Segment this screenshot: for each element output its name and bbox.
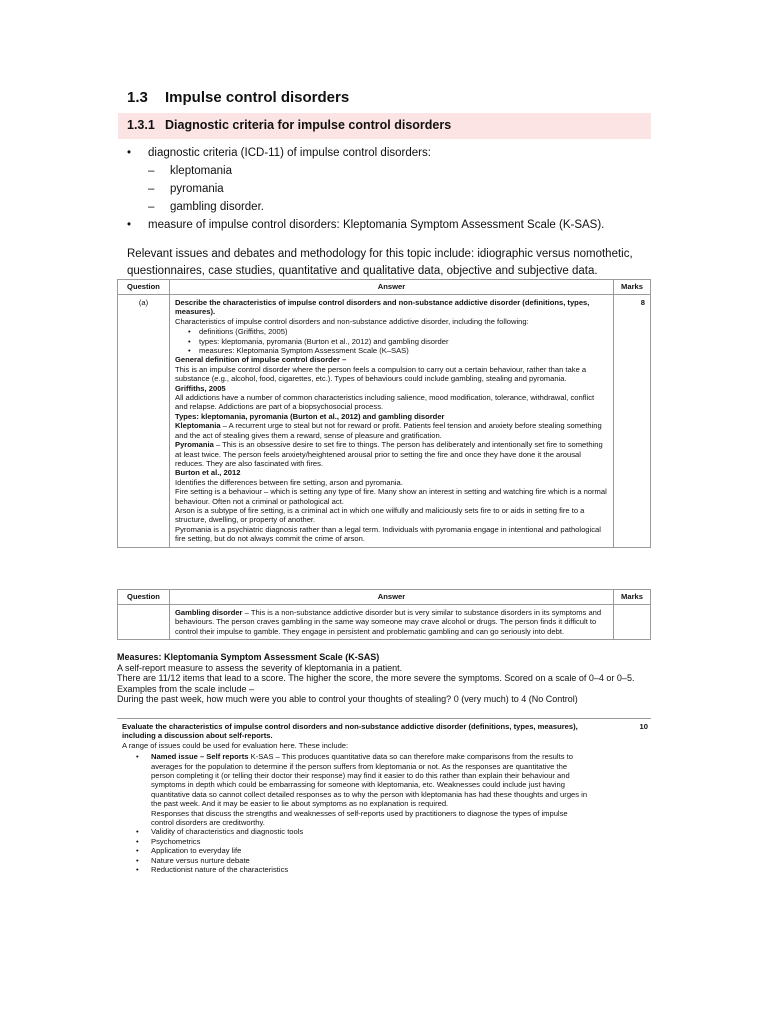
burton-line: Fire setting is a behaviour – which is setting any type of fire. Many show an interest in setting and watching fire which is a normal behaviour. Often not a criminal or pathological act. xyxy=(175,487,607,506)
subsection-number: 1.3.1 xyxy=(127,118,155,132)
burton-line: Pyromania is a psychiatric diagnosis rather than a legal term. Individuals with pyromania engage in intentional and pathological fire setting, but do not always commit the crime of arson. xyxy=(175,524,601,544)
mark-scheme-table xyxy=(117,279,651,548)
disorder-item: – pyromania xyxy=(148,183,224,195)
marks-cell xyxy=(614,605,651,640)
evaluation-answer xyxy=(122,722,588,875)
ksas-line: There are 11/12 items that lead to a score. The higher the score, the more severe the symptoms. Scored on a scale of 0–4 or 0–5. xyxy=(117,673,635,684)
subsection-heading xyxy=(127,118,451,132)
answer-cell xyxy=(170,605,614,640)
question-prompt: Describe the characteristics of impulse control disorders and non-substance addictive disorder (definitions, types, measures). xyxy=(175,298,590,317)
table-row xyxy=(118,605,651,640)
griffiths-text: All addictions have a number of common characteristics including salience, mood modification, tolerance, withdrawal, conflict and relapse. Addictions are part of a biopsychosocial process. xyxy=(175,393,595,412)
list-item: • Application to everyday life xyxy=(136,846,242,856)
evaluation-prompt: Evaluate the characteristics of impulse control disorders and non-substance addictive disorder (definitions, types, measures), including a discussion about self-reports. xyxy=(122,722,578,741)
table-header-row xyxy=(118,280,651,295)
evaluation-marks: 10 xyxy=(639,722,648,731)
question-header: Question xyxy=(118,590,170,605)
syllabus-item: • diagnostic criteria (ICD-11) of impulse control disorders: – kleptomania – pyromania – gambling disorder. xyxy=(127,144,657,216)
kleptomania-paragraph: Kleptomania – A recurrent urge to steal but not for reward or profit. Patients feel tension and anxiety before stealing something and the act of stealing gives them a reward, sense of pleasure and gratification. xyxy=(175,421,602,440)
types-heading: Types: kleptomania, pyromania (Burton et al., 2012) and gambling disorder xyxy=(175,411,445,421)
question-cell: (a) xyxy=(118,295,170,548)
ksas-line: During the past week, how much were you able to control your thoughts of stealing? 0 (very much) to 4 (No Control) xyxy=(117,694,578,705)
disorder-item: – kleptomania xyxy=(148,165,233,177)
evaluation-intro: A range of issues could be used for evaluation here. These include: xyxy=(122,740,349,750)
syllabus-list xyxy=(127,144,657,234)
list-item: • definitions (Griffiths, 2005) xyxy=(188,327,288,337)
gambling-paragraph: Gambling disorder – This is a non-substance addictive disorder but is very similar to substance disorders in its symptoms and behaviours. The person craves gambling in the same way someone may crave alcohol or drugs. The person finds it difficult to control their impulse to gamble. They engage in persistent and problematic gambling and can go seriously into debt. xyxy=(175,608,602,636)
marks-cell: 8 xyxy=(614,295,651,548)
ksas-heading: Measures: Kleptomania Symptom Assessment Scale (K-SAS) xyxy=(117,652,380,662)
burton-heading: Burton et al., 2012 xyxy=(175,468,241,478)
answer-intro: Characteristics of impulse control disorders and non-substance addictive disorder, including the following: xyxy=(175,316,529,326)
section-number: 1.3 xyxy=(127,89,148,106)
ksas-line: A self-report measure to assess the severity of kleptomania in a patient. xyxy=(117,662,403,673)
relevant-issues-text: Relevant issues and debates and methodology for this topic include: idiographic versus nomothetic, questionnaires, case studies, quantitative and qualitative data, objective and subjective data. xyxy=(127,248,633,277)
definition-heading: General definition of impulse control disorder – xyxy=(175,355,347,365)
question-cell xyxy=(118,605,170,640)
question-header: Question xyxy=(118,280,170,295)
list-item: • Validity of characteristics and diagnostic tools xyxy=(136,827,304,837)
mark-scheme-table-continued xyxy=(117,589,651,640)
list-item: • Psychometrics xyxy=(136,836,201,846)
marks-header: Marks xyxy=(614,280,651,295)
subsection-title: Diagnostic criteria for impulse control disorders xyxy=(165,118,452,132)
table-header-row xyxy=(118,590,651,605)
burton-line: Arson is a subtype of fire setting, is a criminal act in which one wilfully and maliciously sets fire to or aids in setting fire to a structure, dwelling, or property of another. xyxy=(175,505,585,525)
characteristics-list xyxy=(175,327,608,355)
list-item: • Nature versus nurture debate xyxy=(136,855,250,865)
ksas-line: Examples from the scale include – xyxy=(117,683,255,694)
answer-header: Answer xyxy=(170,280,614,295)
disorder-item: – gambling disorder. xyxy=(148,201,264,213)
list-item: • types: kleptomania, pyromania (Burton et al., 2012) and gambling disorder xyxy=(188,336,449,346)
table-row xyxy=(118,295,651,548)
pyromania-paragraph: Pyromania – This is an obsessive desire to set fire to things. The person has deliberately and intentionally set fire to something at least twice. The person feels anxiety/heightened arousal prior to setting the fire and once they have done it the arousal reduces. They are also fascinated with fires. xyxy=(175,440,603,468)
disorder-list xyxy=(148,162,657,216)
definition-text: This is an impulse control disorder where the person feels a compulsion to carry out a certain behaviour, rather than take a substance (e.g., alcohol, food, cigarettes, etc.). Types of behaviours could include gambling, stealing and pyromania. xyxy=(175,364,587,384)
list-item: • Named issue – Self reports K-SAS – This produces quantitative data so can therefore make comparisons from the results to averages for the population to determine if the person suffers from kleptomania or not. As the responses are quantitative the person completing it (or telling their doctor their response) may find it easier to do this rather than explain their behaviour and symptoms in depth which could be embarrassing for someone with kleptomania, etc. Weaknesses could include just having quantitative data so cannot collect detailed responses as to why the person with kleptomania has had these thoughts and urges in the past week. And it may be easier to lie about symptoms as no explanation is required. Responses that discuss the strengths and weaknesses of self-reports used by practitioners to diagnose the types of impulse control disorders are creditworthy. xyxy=(136,752,588,828)
list-item: • Reductionist nature of the characteristics xyxy=(136,865,289,875)
griffiths-heading: Griffiths, 2005 xyxy=(175,383,226,393)
ksas-section xyxy=(117,652,657,705)
answer-cell xyxy=(170,295,614,548)
syllabus-item: • measure of impulse control disorders: Kleptomania Symptom Assessment Scale (K-SAS). xyxy=(127,219,605,231)
burton-line: Identifies the differences between fire setting, arson and pyromania. xyxy=(175,477,403,487)
evaluation-issues-list xyxy=(122,752,588,874)
marks-header: Marks xyxy=(614,590,651,605)
section-title: Impulse control disorders xyxy=(165,89,350,106)
section-heading xyxy=(127,89,349,106)
list-item: • measures: Kleptomania Symptom Assessment Scale (K–SAS) xyxy=(188,346,409,356)
answer-header: Answer xyxy=(170,590,614,605)
